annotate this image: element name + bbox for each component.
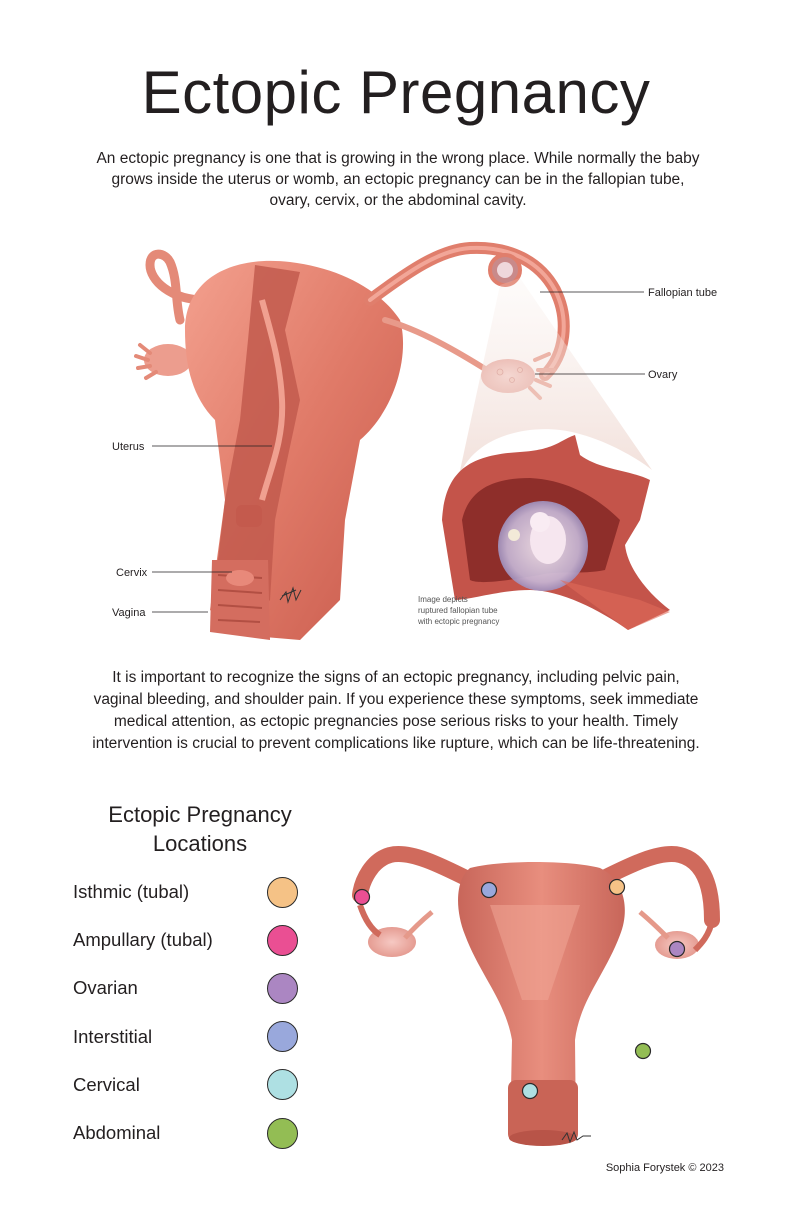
legend-label: Interstitial (73, 1025, 153, 1047)
legend-item (73, 916, 313, 964)
uterus-front-view (360, 854, 712, 1146)
legend-swatch (267, 877, 298, 908)
dot-ovarian (670, 942, 685, 957)
dot-interstitial (482, 883, 497, 898)
page-title: Ectopic Pregnancy (141, 59, 651, 126)
inset-ruptured-tube (442, 435, 670, 630)
legend-swatch (267, 1118, 298, 1149)
label-cervix: Cervix (116, 567, 148, 579)
legend-item (73, 1061, 313, 1109)
inset-note-line2: ruptured fallopian tube (418, 606, 498, 615)
legend-swatch (267, 1021, 298, 1052)
legend-swatch (267, 1069, 298, 1100)
inset-note-line3: with ectopic pregnancy (418, 617, 500, 626)
left-ovary-shape (136, 344, 192, 378)
legend-label: Cervical (73, 1073, 140, 1095)
credit-line: Sophia Forystek © 2023 (605, 1162, 724, 1174)
legend-item (73, 1013, 313, 1061)
label-vagina: Vagina (112, 607, 146, 619)
inset-note-line1: Image depicts (418, 595, 468, 604)
label-uterus: Uterus (112, 441, 145, 453)
dot-cervical (523, 1084, 538, 1099)
dot-isthmic (610, 880, 625, 895)
legend-title: Ectopic Pregnancy Locations (108, 802, 292, 856)
legend-label: Abdominal (73, 1122, 161, 1144)
warning-paragraph: It is important to recognize the signs of an ectopic pregnancy, including pelvic pain, vaginal bleeding, and shoulder pain. If you experience these symptoms, seek immediate medical attention, as ectopic pregnancies pose serious risks to your health. Timely intervention is crucial to prevent complications like rupture, which can be life-threatening. (92, 669, 700, 752)
legend-swatch (267, 973, 298, 1004)
legend-label: Ampullary (tubal) (73, 929, 213, 951)
label-fallopian-tube: Fallopian tube (648, 287, 718, 299)
legend-item (73, 868, 313, 916)
dot-abdominal (636, 1044, 651, 1059)
legend-item (73, 1109, 313, 1157)
legend-label: Ovarian (73, 977, 138, 999)
legend-label: Isthmic (tubal) (73, 881, 190, 903)
label-ovary: Ovary (648, 369, 678, 381)
legend-swatch (267, 925, 298, 956)
dot-ampullary (355, 890, 370, 905)
intro-paragraph: An ectopic pregnancy is one that is growing in the wrong place. While normally the baby grows inside the uterus or womb, an ectopic pregnancy can be in the fallopian tube, ovary, cervix, or the abdominal cavity. (96, 150, 700, 209)
legend-item (73, 964, 313, 1012)
legend-list (73, 868, 313, 1157)
